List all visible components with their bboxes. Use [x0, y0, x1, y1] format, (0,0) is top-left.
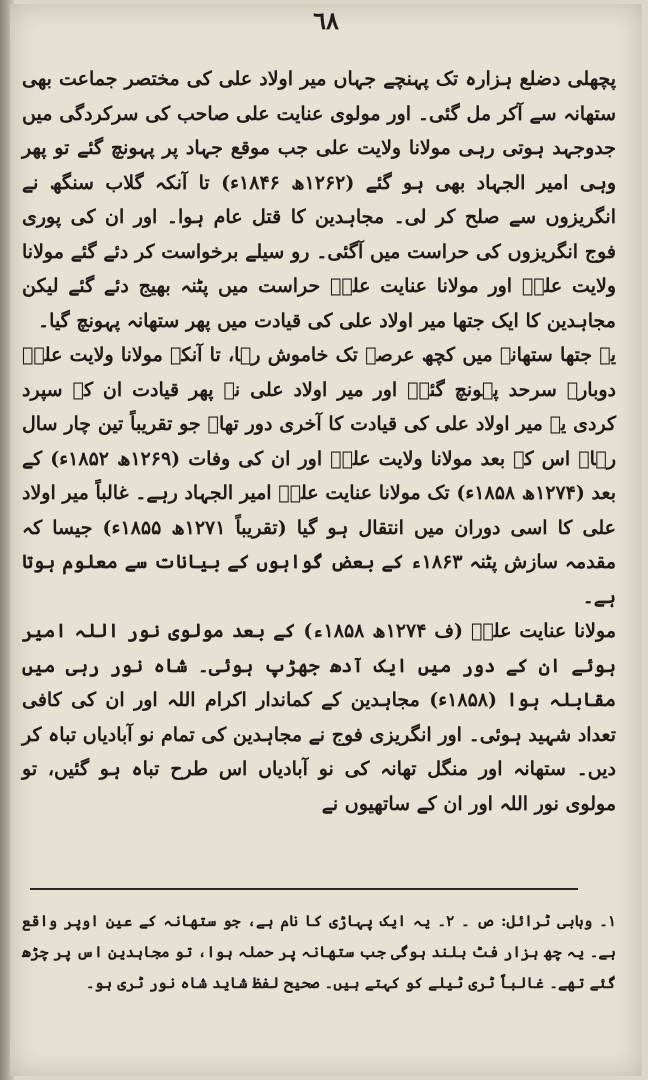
- paragraph-2: یہ جتھا ستھانہ میں کچھ عرصہ تک خاموش رہا، تا آنکہ مولانا ولایت علیؒ دوبارہ سرحد پہونچ گئے۔ اور میر اولاد علی نے پھر قیادت ان کے سپرد کردی یہ میر اولاد علی کی قیادت کا آخری دور تھا۔ جو تقریباً تین چار سال رہا۔ اس کے بعد مولانا ولایت علیؒ اور ان کی وفات (۱۲۶۹ھ ۱۸۵۲ء) کے بعد (۱۲۷۴ھ ۱۸۵۸ء) تک مولانا عنایت علیؒ امیر الجہاد رہے۔ غالباً میر اولاد علی کا اسی دوران میں انتقال ہو گیا (تقریباً ۱۲۷۱ھ ۱۸۵۵ء) جیسا کہ مقدمہ سازش پٹنہ ۱۸۶۳ء کے بعض گواہوں کے بیانات سے معلوم ہوتا ہے۔: [22, 344, 616, 608]
- page-number: ٦٨: [313, 6, 339, 35]
- footnote-divider: [30, 888, 578, 890]
- main-text: [22, 62, 616, 821]
- footnotes: ۱۔ وہابی ٹرائل: ص ۔ ۲۔ یہ ایک پہاڑی کا نام ہے، جو ستھانہ کے عین اوپر واقع ہے۔ یہ چھ ہزار فٹ بلند ہوگی جب ستھانہ پر حملہ ہوا، تو مجاہدین اس پر چڑھ گئے تھے۔ غالباً ٹری ٹیلے کو کہتے ہیں۔ صحیح لفظ شاید شاہ نور ٹری ہو۔: [22, 912, 617, 992]
- paragraph-1: پچھلی دضلع ہزارہ تک پہنچے جہاں میر اولاد علی کی مختصر جماعت بھی ستھانہ سے آکر مل گئی۔ اور مولوی عنایت علی صاحب کی سرکردگی میں جدوجہد ہوتی رہی مولانا ولایت علی جب موقع جہاد پر پہونچ گئے تو پھر وہی امیر الجہاد بھی ہو گئے (۱۲۶۲ھ ۱۸۴۶ء) تا آنکہ گلاب سنگھ نے انگریزوں سے صلح کر لی۔ مجاہدین کا قتل عام ہوا۔ اور ان کی پوری فوج انگریزوں کی حراست میں آگئی۔ رو سیلے برخواست کر دئے گئے مولانا ولایت علیؒ اور مولانا عنایت علیؒ حراست میں پٹنہ بھیج دئے گئے لیکن مجاہدین کا ایک جتھا میر اولاد علی کی قیادت میں پھر ستھانہ پہونچ گیا۔: [22, 68, 617, 332]
- paragraph-3: مولانا عنایت علیؒ (ف ۱۲۷۴ھ ۱۸۵۸ء) کے بعد مولوی نور اللہ امیر ہوئے ان کے دور میں ایک آدھ جھڑپ ہوئی۔ شاہ نور رہی میں مقابلہ ہوا (۱۸۵۸ء) مجاہدین کے کماندار اکرام اللہ اور ان کی کافی تعداد شہید ہوئی۔ اور انگریزی فوج نے مجاہدین کی تمام نو آبادیاں تباہ کر دیں۔ ستھانہ اور منگل تھانہ کی نو آبادیاں اس طرح تباہ ہو گئیں، تو مولوی نور اللہ اور ان کے ساتھیوں نے: [22, 620, 616, 815]
